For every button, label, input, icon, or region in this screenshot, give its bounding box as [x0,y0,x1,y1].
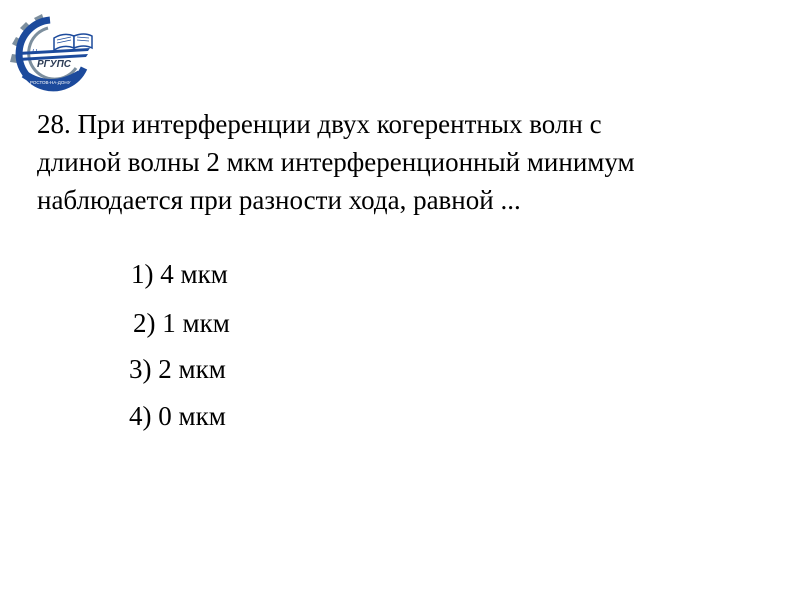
rgups-logo [4,8,96,96]
svg-text:U: U [32,49,38,56]
question-line: наблюдается при разности хода, равной ... [37,185,521,215]
question-line: 28. При интерференции двух когерентных волн с [37,109,602,139]
answer-option-4[interactable]: 4) 0 мкм [129,401,226,431]
question-text [37,105,777,219]
answer-option-3[interactable]: 3) 2 мкм [129,354,226,384]
logo-label: РГУПС [37,59,71,70]
logo-ring-text: РОСТОВ-НА-ДОНУ [30,80,71,85]
answer-option-2[interactable]: 2) 1 мкм [133,308,230,338]
answer-option-1[interactable]: 1) 4 мкм [131,259,228,289]
question-line: длиной волны 2 мкм интерференционный минимум [37,147,635,177]
rgups-emblem [4,8,96,96]
